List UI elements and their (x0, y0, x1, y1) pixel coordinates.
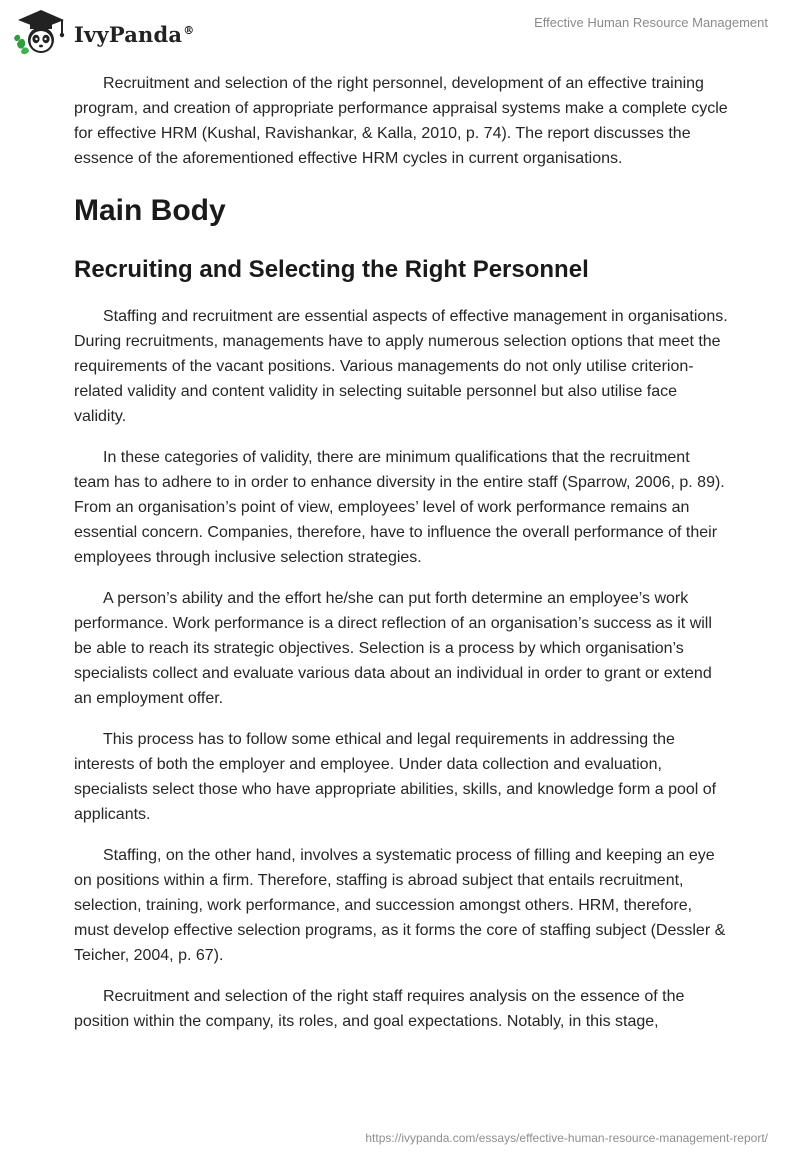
main-heading: Main Body (74, 194, 226, 227)
brand-name: IvyPanda® (74, 21, 195, 47)
intro-paragraph: Recruitment and selection of the right personnel, development of an effective training program, and creation of appropriate performance appraisal systems make a complete cycle for effective HRM (Kushal, Ravishankar, & Kalla, 2010, p. 74). The report discusses the essence of the aforementioned effective HRM cycles in current organisations. (74, 75, 728, 167)
registered-mark: ® (183, 23, 195, 37)
body-paragraph: Recruitment and selection of the right staff requires analysis on the essence of the position within the company, its roles, and goal expectations. Notably, in this stage, (74, 988, 685, 1030)
page-header (0, 0, 800, 60)
body-paragraph: Staffing, on the other hand, involves a systematic process of filling and keeping an eye on positions within a firm. Therefore, staffing is abroad subject that entails recruitment, selection, training, work performance, and succession amongst others. HRM, therefore, must develop effective selection programs, as it forms the core of staffing subject (Dessler & Teicher, 2004, p. 67). (74, 847, 726, 964)
body-paragraph: This process has to follow some ethical and legal requirements in addressing the interests of both the employer and employee. Under data collection and evaluation, specialists select those who have appropriate abilities, skills, and knowledge form a pool of applicants. (74, 731, 717, 823)
body-paragraph: In these categories of validity, there are minimum qualifications that the recruitment team has to adhere to in order to enhance diversity in the entire staff (Sparrow, 2006, p. 89). From an organisation’s point of view, employees’ level of work performance remains an essential concern. Companies, therefore, have to influence the overall performance of their employees through inclusive selection strategies. (74, 449, 725, 566)
panda-graduation-cap-icon (12, 8, 70, 56)
body-paragraph: A person’s ability and the effort he/she can put forth determine an employee’s work performance. Work performance is a direct reflection of an organisation’s success as it will be able to reach its strategic objectives. Selection is a process by which organisation’s specialists collect and evaluate various data about an individual in order to grant or extend an employment offer. (74, 590, 712, 707)
section-heading: Recruiting and Selecting the Right Personnel (74, 256, 589, 283)
source-url-link[interactable]: https://ivypanda.com/essays/effective-human-resource-management-report/ (365, 1131, 768, 1145)
article-body (74, 71, 728, 1050)
document-title: Effective Human Resource Management (534, 15, 768, 30)
ivypanda-logo[interactable] (12, 8, 194, 56)
body-paragraph: Staffing and recruitment are essential aspects of effective management in organisations. During recruitments, managements have to apply numerous selection options that meet the requirements of the vacant positions. Various managements do not only utilise criterion-related validity and content validity in selecting suitable personnel but also utilise face validity. (74, 308, 728, 425)
